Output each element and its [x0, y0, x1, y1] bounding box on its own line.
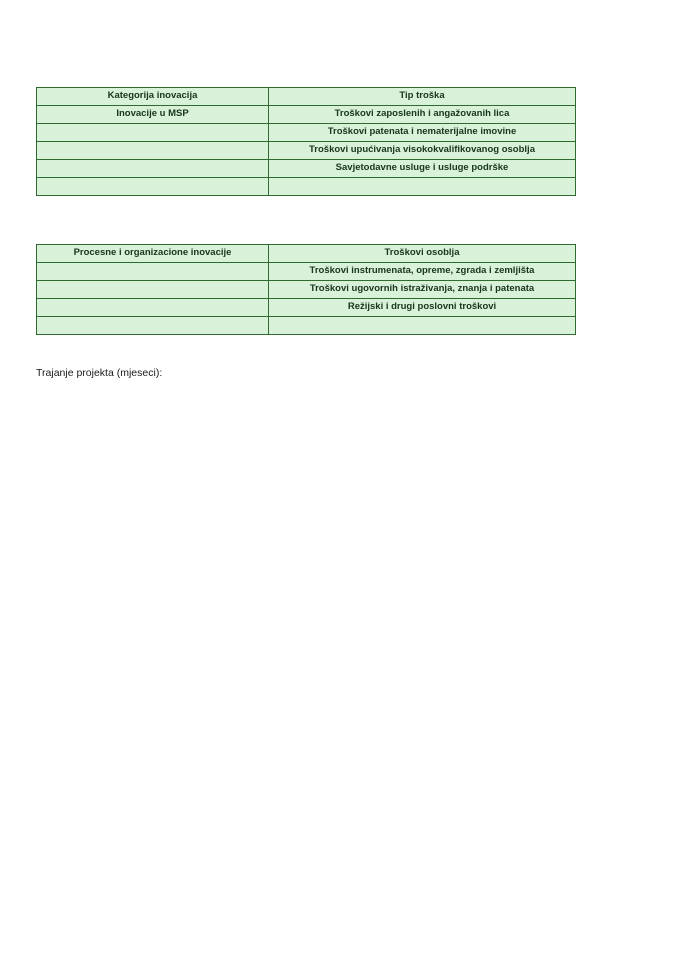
table-row [37, 178, 576, 196]
table-row [37, 88, 576, 106]
table-cell-category [37, 263, 269, 281]
process-organisational-innovation-table [36, 244, 576, 335]
table-cell-cost-type: Troškovi upućivanja visokokvalifikovanog osoblja [269, 142, 576, 160]
table-row [37, 317, 576, 335]
table-header-cell: Tip troška [269, 88, 576, 106]
innovation-category-table [36, 87, 576, 196]
table-cell-cost-type: Režijski i drugi poslovni troškovi [269, 299, 576, 317]
table-header-cell: Troškovi osoblja [269, 245, 576, 263]
table-cell-category: Inovacije u MSP [37, 106, 269, 124]
table-cell-cost-type: Savjetodavne usluge i usluge podrške [269, 160, 576, 178]
table-row [37, 160, 576, 178]
table-header-cell: Kategorija inovacija [37, 88, 269, 106]
table-cell-category [37, 160, 269, 178]
table-row [37, 142, 576, 160]
project-duration-label: Trajanje projekta (mjeseci): [36, 367, 163, 379]
table-cell-category [37, 299, 269, 317]
table-row [37, 245, 576, 263]
table-cell-cost-type: Troškovi instrumenata, opreme, zgrada i zemljišta [269, 263, 576, 281]
table-cell-category [37, 317, 269, 335]
table-row [37, 299, 576, 317]
table-cell-category [37, 281, 269, 299]
table-cell-category [37, 178, 269, 196]
table-cell-category [37, 124, 269, 142]
table-header-cell: Procesne i organizacione inovacije [37, 245, 269, 263]
table-row [37, 106, 576, 124]
table-cell-cost-type [269, 178, 576, 196]
table-cell-cost-type [269, 317, 576, 335]
table-cell-cost-type: Troškovi zaposlenih i angažovanih lica [269, 106, 576, 124]
table-cell-cost-type: Troškovi patenata i nematerijalne imovine [269, 124, 576, 142]
table-cell-category [37, 142, 269, 160]
table-row [37, 263, 576, 281]
table-cell-cost-type: Troškovi ugovornih istraživanja, znanja i patenata [269, 281, 576, 299]
table-row [37, 281, 576, 299]
table-row [37, 124, 576, 142]
